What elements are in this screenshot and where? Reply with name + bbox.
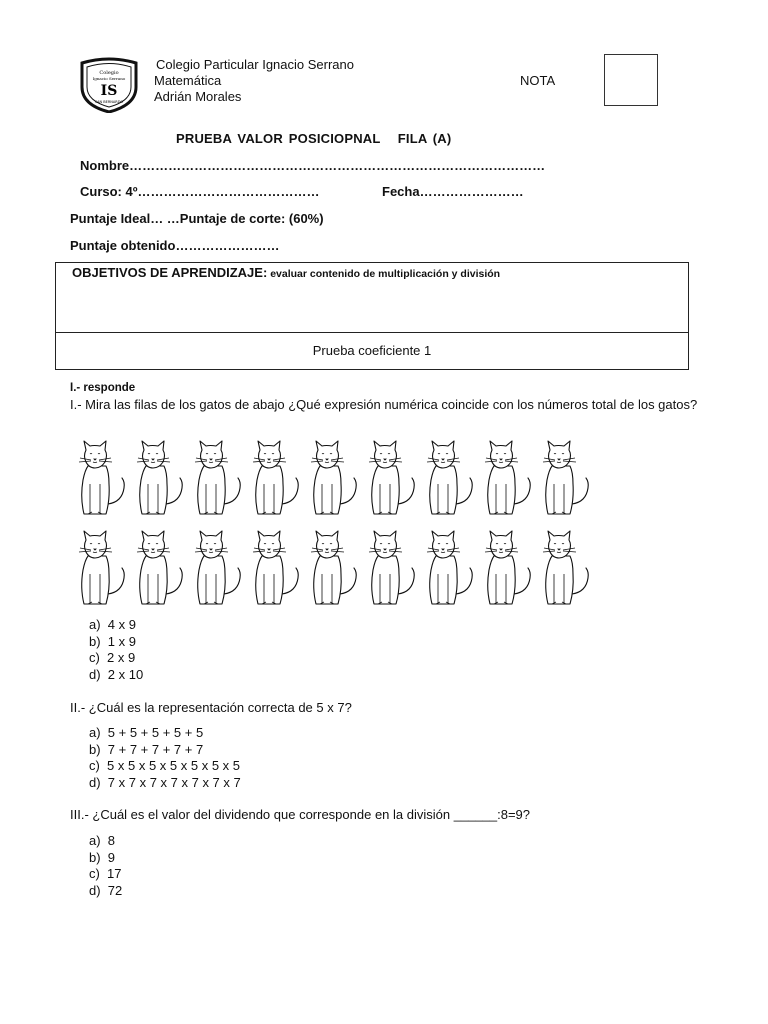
header-info (154, 57, 354, 105)
question-1-options (89, 617, 143, 683)
option-a[interactable]: a) 4 x 9 (89, 617, 136, 632)
cat-illustration (186, 440, 244, 516)
nota-box (604, 54, 658, 106)
option-b[interactable]: b) 1 x 9 (89, 633, 136, 649)
cat-illustration (534, 440, 592, 516)
fecha-field: Fecha…………………… (382, 184, 524, 199)
coeficiente-box: Prueba coeficiente 1 (55, 332, 689, 370)
cat-illustration (302, 440, 360, 516)
option-a[interactable]: a) 8 (89, 833, 116, 848)
cat-illustration (302, 530, 360, 606)
cat-illustration (186, 530, 244, 606)
curso-field: Curso: 4º…………………………………… (80, 184, 320, 199)
cat-row-2 (70, 530, 592, 606)
cat-illustration (476, 530, 534, 606)
objetivos-box (55, 262, 689, 333)
puntaje-ideal-field: Puntaje Ideal… …Puntaje de corte: (60%) (70, 211, 324, 226)
cat-illustration (244, 440, 302, 516)
question-2-text: II.- ¿Cuál es la representación correcta de 5 x 7? (70, 700, 352, 715)
option-b[interactable]: b) 7 + 7 + 7 + 7 + 7 (89, 741, 204, 757)
option-d[interactable]: d) 7 x 7 x 7 x 7 x 7 x 7 x 7 (89, 774, 241, 790)
cat-illustration (534, 530, 592, 606)
objetivos-text: evaluar contenido de multiplicación y división (267, 268, 501, 280)
option-c[interactable]: c) 17 (89, 866, 122, 881)
cat-illustration (476, 440, 534, 516)
cat-illustration (418, 530, 476, 606)
subject-name: Matemática (154, 73, 222, 88)
school-name: Colegio Particular Ignacio Serrano (156, 57, 354, 72)
teacher-name: Adrián Morales (154, 89, 242, 104)
cat-illustration (70, 440, 128, 516)
section-label: I.- responde (70, 382, 136, 394)
school-crest-logo (78, 57, 140, 113)
svg-text:SAN BERNARDO: SAN BERNARDO (94, 100, 124, 104)
option-b[interactable]: b) 9 (89, 849, 116, 865)
svg-text:Ignacio Serrano: Ignacio Serrano (92, 76, 126, 81)
cat-illustration (128, 530, 186, 606)
test-title: PRUEBA VALOR POSICIOPNAL FILA (A) (176, 131, 452, 146)
cat-illustration (244, 530, 302, 606)
option-a[interactable]: a) 5 + 5 + 5 + 5 + 5 (89, 725, 204, 740)
question-3-options (89, 833, 122, 899)
question-2-options (89, 725, 241, 791)
option-c[interactable]: c) 5 x 5 x 5 x 5 x 5 x 5 x 5 (89, 758, 241, 773)
cat-illustration (360, 440, 418, 516)
cat-illustration (70, 530, 128, 606)
question-3-text: III.- ¿Cuál es el valor del dividendo que corresponde en la división ______:8=9? (70, 807, 530, 822)
objetivos-label: OBJETIVOS DE APRENDIZAJE: (72, 265, 268, 280)
cat-illustration (418, 440, 476, 516)
option-d[interactable]: d) 2 x 10 (89, 666, 144, 682)
cat-illustration (128, 440, 186, 516)
nombre-field: Nombre…………………………………………………………………………………… (80, 158, 546, 173)
option-d[interactable]: d) 72 (89, 882, 123, 898)
cat-row-1 (70, 440, 592, 516)
option-c[interactable]: c) 2 x 9 (89, 650, 136, 665)
cat-illustration (360, 530, 418, 606)
question-1-text: I.- Mira las filas de los gatos de abajo ¿Qué expresión numérica coincide con los números total de los gatos? (70, 397, 698, 412)
puntaje-obtenido-field: Puntaje obtenido…………………… (70, 238, 280, 253)
nota-label: NOTA (520, 73, 556, 88)
svg-text:Colegio: Colegio (99, 70, 119, 76)
svg-text:IS: IS (100, 83, 118, 99)
